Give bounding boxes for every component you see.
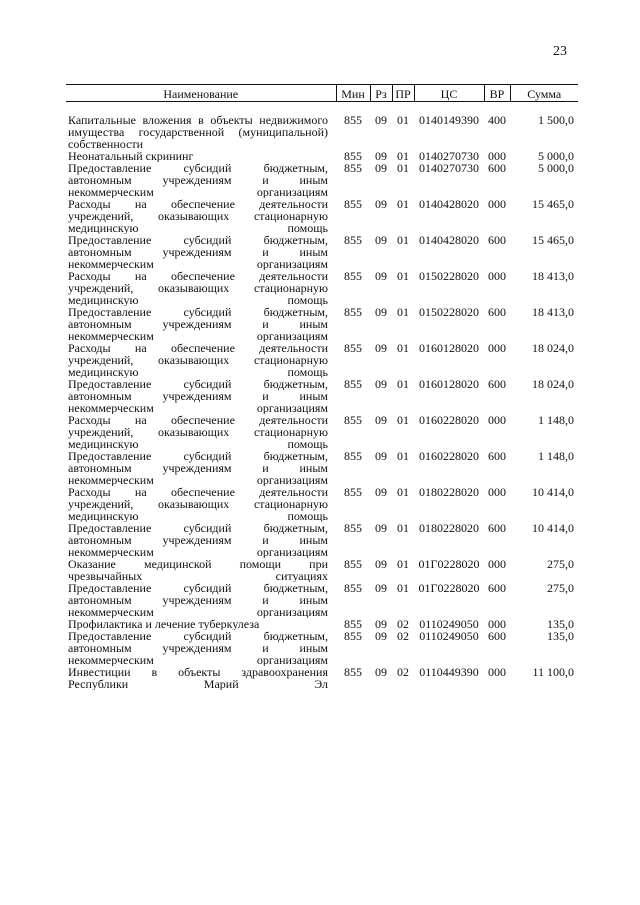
row-name: Инвестиции в объекты здравоохранения Республики Марий Эл	[68, 666, 328, 690]
row-name: Предоставление субсидий бюджетным, автономным учреждениям и иным некоммерческим организациям	[68, 378, 328, 414]
row-min: 855	[344, 618, 362, 630]
table-row	[66, 414, 578, 450]
row-min: 855	[344, 234, 362, 247]
row-min: 855	[344, 198, 362, 211]
row-name: Неонатальный скрининг	[68, 150, 194, 162]
row-cs: 0150228020	[419, 270, 479, 283]
row-cs: 0150228020	[419, 306, 479, 319]
row-name: Оказание медицинской помощи при чрезвычайных ситуациях	[68, 558, 328, 582]
table-row	[66, 666, 578, 690]
row-pr: 01	[397, 378, 409, 391]
row-pr: 02	[397, 666, 409, 679]
row-sum: 18 413,0	[532, 270, 574, 283]
row-vr: 000	[488, 150, 506, 162]
row-vr: 600	[488, 162, 506, 175]
row-name: Предоставление субсидий бюджетным, автономным учреждениям и иным некоммерческим организациям	[68, 582, 328, 618]
row-min: 855	[344, 582, 362, 595]
row-pr: 01	[397, 162, 409, 175]
row-pr: 01	[397, 150, 409, 162]
header-vr: ВР	[484, 85, 510, 102]
row-min: 855	[344, 113, 362, 127]
row-sum: 275,0	[547, 558, 574, 571]
row-name: Расходы на обеспечение деятельности учреждений, оказывающих стационарную медицинскую помощь	[68, 342, 328, 378]
row-name: Предоставление субсидий бюджетным, автономным учреждениям и иным некоммерческим организациям	[68, 306, 328, 342]
table-row	[66, 102, 578, 151]
row-cs: 0140270730	[419, 162, 479, 175]
row-name: Расходы на обеспечение деятельности учреждений, оказывающих стационарную медицинскую помощь	[68, 198, 328, 234]
row-cs: 0140149390	[419, 113, 479, 127]
table-row	[66, 522, 578, 558]
row-cs: 0140428020	[419, 234, 479, 247]
table-row	[66, 486, 578, 522]
row-cs: 0180228020	[419, 486, 479, 499]
row-min: 855	[344, 666, 362, 679]
row-min: 855	[344, 150, 362, 162]
table-row	[66, 234, 578, 270]
row-cs: 0160228020	[419, 414, 479, 427]
row-cs: 0110249050	[419, 618, 479, 630]
row-sum: 10 414,0	[532, 486, 574, 499]
row-sum: 1 148,0	[538, 414, 574, 427]
row-rz: 09	[375, 450, 387, 463]
row-sum: 11 100,0	[532, 666, 574, 679]
row-pr: 01	[397, 522, 409, 535]
row-sum: 18 024,0	[532, 378, 574, 391]
table-row	[66, 306, 578, 342]
table-row	[66, 378, 578, 414]
row-min: 855	[344, 414, 362, 427]
table-row	[66, 558, 578, 582]
row-cs: 0160128020	[419, 342, 479, 355]
row-name: Предоставление субсидий бюджетным, автономным учреждениям и иным некоммерческим организациям	[68, 630, 328, 666]
header-rz: Рз	[370, 85, 392, 102]
header-sum: Сумма	[510, 85, 578, 102]
row-cs: 0140428020	[419, 198, 479, 211]
row-vr: 000	[488, 618, 506, 630]
table-row	[66, 162, 578, 198]
row-sum: 1 148,0	[538, 450, 574, 463]
row-rz: 09	[375, 558, 387, 571]
row-rz: 09	[375, 582, 387, 595]
row-cs: 0140270730	[419, 150, 479, 162]
row-min: 855	[344, 450, 362, 463]
row-sum: 5 000,0	[538, 150, 574, 162]
row-vr: 600	[488, 234, 506, 247]
row-name: Расходы на обеспечение деятельности учреждений, оказывающих стационарную медицинскую помощь	[68, 486, 328, 522]
table-row	[66, 450, 578, 486]
row-rz: 09	[375, 113, 387, 127]
row-pr: 02	[397, 630, 409, 643]
row-rz: 09	[375, 378, 387, 391]
row-vr: 000	[488, 198, 506, 211]
row-pr: 01	[397, 306, 409, 319]
row-rz: 09	[375, 414, 387, 427]
row-rz: 09	[375, 618, 387, 630]
row-cs: 01Г0228020	[418, 558, 480, 571]
row-rz: 09	[375, 162, 387, 175]
row-pr: 01	[397, 234, 409, 247]
row-vr: 000	[488, 270, 506, 283]
row-sum: 10 414,0	[532, 522, 574, 535]
row-rz: 09	[375, 522, 387, 535]
row-pr: 01	[397, 414, 409, 427]
table-header-row	[66, 85, 578, 102]
row-vr: 000	[488, 558, 506, 571]
row-rz: 09	[375, 486, 387, 499]
row-min: 855	[344, 522, 362, 535]
row-pr: 01	[397, 270, 409, 283]
table-row	[66, 630, 578, 666]
row-vr: 000	[488, 342, 506, 355]
row-name: Расходы на обеспечение деятельности учреждений, оказывающих стационарную медицинскую помощь	[68, 414, 328, 450]
row-sum: 18 413,0	[532, 306, 574, 319]
row-rz: 09	[375, 666, 387, 679]
row-name: Профилактика и лечение туберкулеза	[68, 618, 260, 630]
row-min: 855	[344, 306, 362, 319]
row-sum: 135,0	[547, 618, 574, 630]
row-pr: 02	[397, 618, 409, 630]
row-name: Предоставление субсидий бюджетным, автономным учреждениям и иным некоммерческим организациям	[68, 450, 328, 486]
table-row	[66, 342, 578, 378]
row-cs: 0110249050	[419, 630, 479, 643]
row-sum: 135,0	[547, 630, 574, 643]
row-rz: 09	[375, 630, 387, 643]
table-body	[66, 102, 578, 691]
row-name: Расходы на обеспечение деятельности учреждений, оказывающих стационарную медицинскую помощь	[68, 270, 328, 306]
row-min: 855	[344, 486, 362, 499]
row-rz: 09	[375, 198, 387, 211]
row-vr: 000	[488, 666, 506, 679]
row-pr: 01	[397, 582, 409, 595]
row-sum: 275,0	[547, 582, 574, 595]
row-sum: 1 500,0	[538, 113, 574, 127]
table-row	[66, 198, 578, 234]
row-name: Предоставление субсидий бюджетным, автономным учреждениям и иным некоммерческим организациям	[68, 162, 328, 198]
row-cs: 01Г0228020	[418, 582, 480, 595]
row-cs: 0180228020	[419, 522, 479, 535]
budget-table	[66, 84, 578, 690]
row-sum: 15 465,0	[532, 234, 574, 247]
row-cs: 0160128020	[419, 378, 479, 391]
table-row	[66, 150, 578, 162]
row-name: Предоставление субсидий бюджетным, автономным учреждениям и иным некоммерческим организациям	[68, 522, 328, 558]
row-vr: 600	[488, 582, 506, 595]
row-vr: 600	[488, 378, 506, 391]
row-pr: 01	[397, 342, 409, 355]
row-pr: 01	[397, 113, 409, 127]
row-sum: 15 465,0	[532, 198, 574, 211]
table-row	[66, 270, 578, 306]
row-min: 855	[344, 558, 362, 571]
header-name: Наименование	[66, 85, 336, 102]
row-rz: 09	[375, 270, 387, 283]
row-vr: 600	[488, 306, 506, 319]
row-min: 855	[344, 162, 362, 175]
row-rz: 09	[375, 234, 387, 247]
page-number: 23	[553, 44, 567, 59]
row-cs: 0160228020	[419, 450, 479, 463]
row-vr: 000	[488, 414, 506, 427]
row-pr: 01	[397, 558, 409, 571]
row-min: 855	[344, 378, 362, 391]
row-min: 855	[344, 630, 362, 643]
table-row	[66, 618, 578, 630]
row-cs: 0110449390	[419, 666, 479, 679]
row-vr: 400	[488, 113, 506, 127]
row-pr: 01	[397, 450, 409, 463]
header-cs: ЦС	[414, 85, 484, 102]
row-rz: 09	[375, 150, 387, 162]
row-vr: 600	[488, 450, 506, 463]
row-vr: 600	[488, 522, 506, 535]
header-min: Мин	[336, 85, 370, 102]
row-vr: 000	[488, 486, 506, 499]
row-name: Капитальные вложения в объекты недвижимого имущества государственной (муниципальной) собственности	[68, 113, 328, 150]
row-sum: 18 024,0	[532, 342, 574, 355]
table-row	[66, 582, 578, 618]
row-pr: 01	[397, 198, 409, 211]
row-min: 855	[344, 270, 362, 283]
row-min: 855	[344, 342, 362, 355]
row-sum: 5 000,0	[538, 162, 574, 175]
row-name: Предоставление субсидий бюджетным, автономным учреждениям и иным некоммерческим организациям	[68, 234, 328, 270]
row-vr: 600	[488, 630, 506, 643]
row-rz: 09	[375, 342, 387, 355]
row-pr: 01	[397, 486, 409, 499]
header-pr: ПР	[392, 85, 414, 102]
row-rz: 09	[375, 306, 387, 319]
